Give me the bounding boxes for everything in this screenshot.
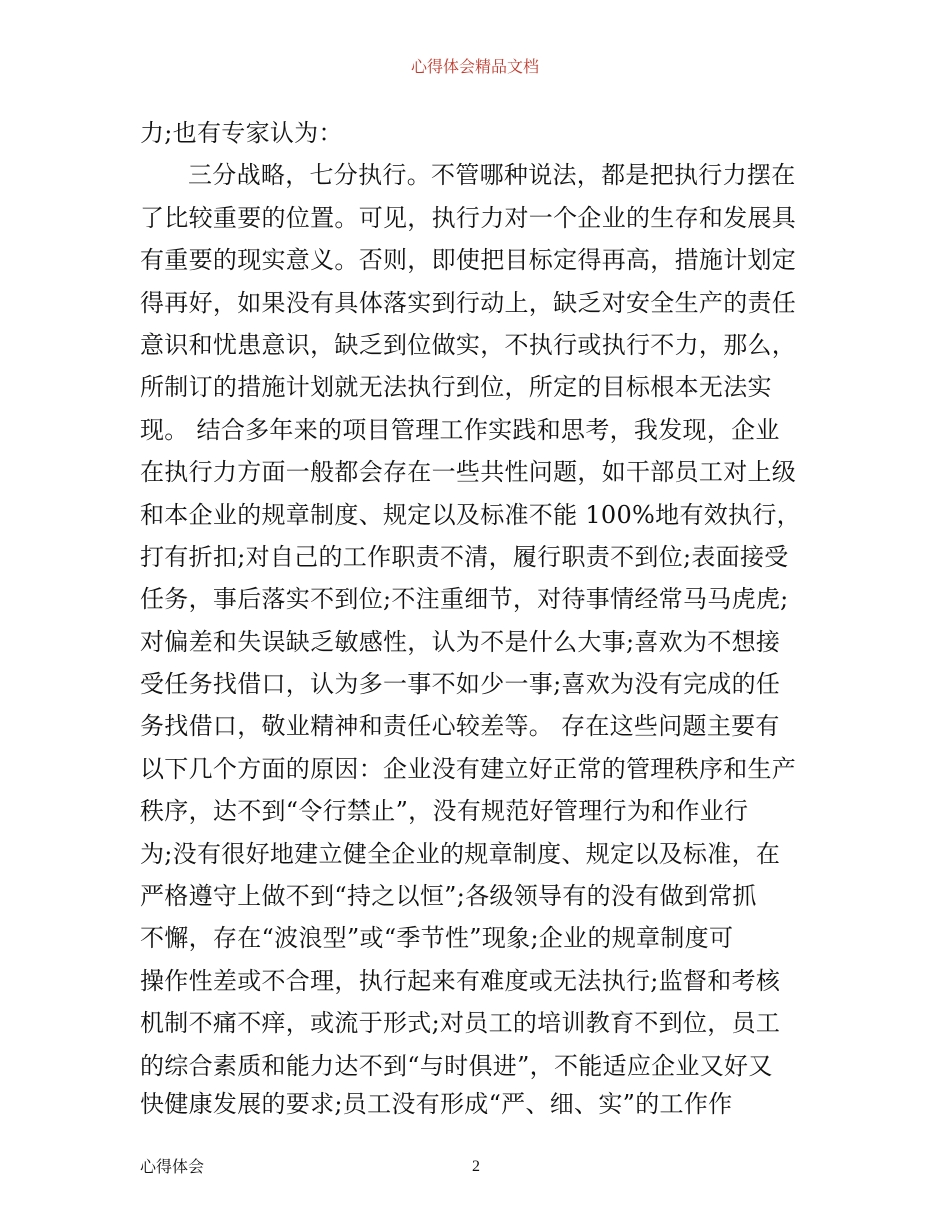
body-line: 务找借口，敬业精神和责任心较差等。 存在这些问题主要有 — [140, 712, 780, 741]
body-line: 在执行力方面一般都会存在一些共性问题，如干部员工对上级 — [140, 458, 797, 487]
body-line: 快健康发展的要求;员工没有形成“严、细、实”的工作作 — [140, 1089, 733, 1118]
body-line: 意识和忧患意识，缺乏到位做实，不执行或执行不力，那么， — [140, 330, 797, 359]
body-line: 不懈，存在“波浪型”或“季节性”现象;企业的规章制度可 — [140, 924, 734, 953]
body-line: 打有折扣;对自己的工作职责不清，履行职责不到位;表面接受 — [140, 542, 789, 571]
body-line: 得再好，如果没有具体落实到行动上，缺乏对安全生产的责任 — [140, 288, 797, 317]
body-line: 任务，事后落实不到位;不注重细节，对待事情经常马马虎虎; — [140, 585, 789, 614]
page-footer — [140, 1156, 812, 1178]
document-body — [140, 112, 812, 1121]
body-line: 受任务找借口，认为多一事不如少一事;喜欢为没有完成的任 — [140, 670, 781, 699]
body-line: 有重要的现实意义。否则，即使把目标定得再高，措施计划定 — [140, 246, 797, 275]
body-line: 严格遵守上做不到“持之以恒”;各级领导有的没有做到常抓 — [140, 882, 757, 911]
body-line: 秩序，达不到“令行禁止”，没有规范好管理行为和作业行 — [140, 797, 749, 826]
body-line: 三分战略，七分执行。不管哪种说法，都是把执行力摆在 — [188, 161, 796, 190]
body-line: 的综合素质和能力达不到“与时俱进”，不能适应企业又好又 — [140, 1051, 773, 1080]
body-line: 为;没有很好地建立健全企业的规章制度、规定以及标准，在 — [140, 839, 781, 868]
body-line: 机制不痛不痒，或流于形式;对员工的培训教育不到位，员工 — [140, 1009, 781, 1038]
body-line: 对偏差和失误缺乏敏感性，认为不是什么大事;喜欢为不想接 — [140, 627, 781, 656]
page-header-title: 心得体会精品文档 — [410, 57, 539, 76]
body-line: 现。 结合多年来的项目管理工作实践和思考，我发现，企业 — [140, 415, 780, 444]
body-line: 所制订的措施计划就无法执行到位，所定的目标根本无法实 — [140, 373, 772, 402]
body-line: 以下几个方面的原因：企业没有建立好正常的管理秩序和生产 — [140, 754, 797, 783]
body-line: 力;也有专家认为： — [140, 119, 343, 147]
body-line: 和本企业的规章制度、规定以及标准不能 100%地有效执行， — [140, 500, 801, 529]
page-number: 2 — [472, 1158, 480, 1175]
body-line: 操作性差或不合理，执行起来有难度或无法执行;监督和考核 — [140, 966, 781, 995]
body-line: 了比较重要的位置。可见，执行力对一个企业的生存和发展具 — [140, 203, 797, 232]
footer-label: 心得体会 — [140, 1157, 205, 1176]
